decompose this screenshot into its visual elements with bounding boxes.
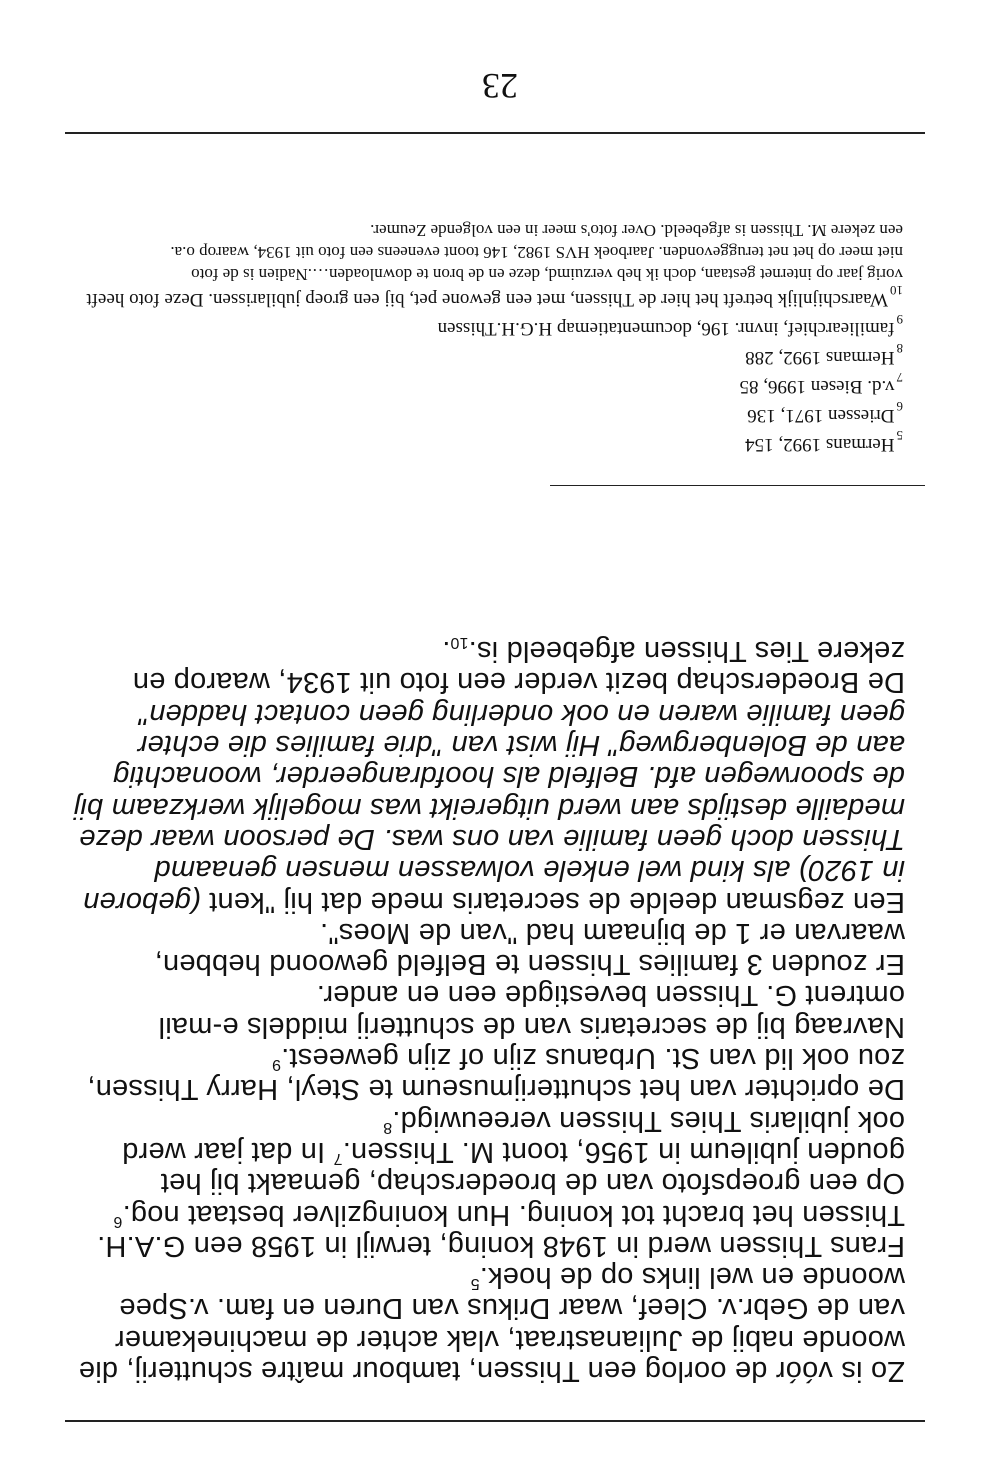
paragraph-7: Een zegsman deelde de secretaris mede dat hij "kent (geboren in 1920) als kind wel enkele volwassen mensen genaamd Thissen doch geen familie van ons was. De persoon waar deze medaille destijds aan werd uitgereikt was mogelijk werkzaam bij de spoorwegen afd. Belfeld als hoofdrangeerder, woonachtig aan de Bolenbergweg" Hij wist van "drie families die echter geen familie waren en ook onderling geen contact hadden" <box>73 697 905 918</box>
footnote-10: $_{10}$Waarschijnlijk betreft het hier de Thissen, met een gewone pet, bij een groep jubilarissen. Deze foto heeft vorig jaar op internet gestaan, doch ik heb verzuimd, deze en de bron te downloaden….Nadien is de foto niet meer op het net teruggevonden. Jaarboek HVS 1982, 146 toont eveneens een foto uit 1934, waarop o.a. een zekere M. Thissen is afgebeeld. Over foto's meer in een volgende Zeumer. <box>68 219 903 313</box>
paragraph-4: De oprichter van het schutterijmuseum te Steyl, Harry Thissen, zou ook lid van St. Urbanus zijn of zijn geweest.$^9$ <box>87 1042 905 1106</box>
footnote-separator <box>550 485 925 486</box>
footnote-10-line-2: vorig jaar op internet gestaan, doch ik heb verzuimd, deze en de bron te downloaden….Nadien is de foto <box>191 265 903 284</box>
footnote-7: $_7$v.d. Biesen 1996, 85 <box>739 370 903 397</box>
top-rule <box>65 1420 925 1422</box>
footnotes <box>68 219 903 458</box>
footnote-ref-7: 7 <box>333 1149 343 1167</box>
footnote-10-line-3: niet meer op het net teruggevonden. Jaarboek HVS 1982, 146 toont eveneens een foto uit 1934, waarop o.a. <box>170 243 903 262</box>
footnote-ref-6: 6 <box>113 1212 123 1230</box>
footnote-8: $_8$Hermans 1992, 288 <box>745 341 903 368</box>
footnote-ref-9: 9 <box>271 1056 282 1074</box>
bottom-rule <box>65 132 925 134</box>
paragraph-1: Zo is vóór de oorlog een Thissen, tambour maître schutterij, die woonde nabij de Julianastraat, vlak achter de machinekamer van de Gebr.v. Cleef, waar Drikus van Duren en fam. v.Spee woonde en wel links op de hoek.$^5$ <box>78 1261 905 1387</box>
paragraph-6: Er zouden 3 families Thissen te Belfeld gewoond hebben, waarvan er 1 de bijnaam had "van de Moes". <box>154 916 905 981</box>
paragraph-5: Navraag bij de secretaris van de schutterij middels e-mail omtrent G. Thissen bevestigde een en ander. <box>158 979 905 1043</box>
footnote-ref-8: 8 <box>383 1118 393 1136</box>
paragraph-3: Op een groepsfoto van de broederschap, gemaakt bij het gouden jubileum in 1956, toont M. Thissen.$^7$ In dat jaar werd ook jubilaris Thies Thissen vereeuwigd.$^8$ <box>122 1104 905 1200</box>
paragraph-8: De Broederschap bezit verder een foto uit 1934, waarop en zekere Ties Thissen afgebeeld $is._{10}$. <box>132 634 905 699</box>
footnote-ref-5: 5 <box>470 1275 480 1293</box>
footnote-6: $_6$Driessen 1971, 136 <box>747 399 903 426</box>
footnote-10-line-4: een zekere M. Thissen is afgebeeld. Over foto's meer in een volgende Zeumer. <box>370 221 903 240</box>
footnote-9: $_9$familiearchief, invnr. 196, documentatiemap H.G.H.Thissen <box>437 312 903 339</box>
paragraph-2: Frans Thissen werd in 1948 koning, terwijl in 1958 een G.A.H. Thissen het bracht tot koning. Hun koningzilver bestaat nog.$^6$ <box>97 1198 905 1262</box>
page-number: 23 <box>482 66 518 106</box>
body-text <box>70 635 905 1386</box>
footnote-ref-10: 10 <box>450 634 469 652</box>
footnote-5: $_5$Hermans 1992, 154 <box>745 428 903 455</box>
